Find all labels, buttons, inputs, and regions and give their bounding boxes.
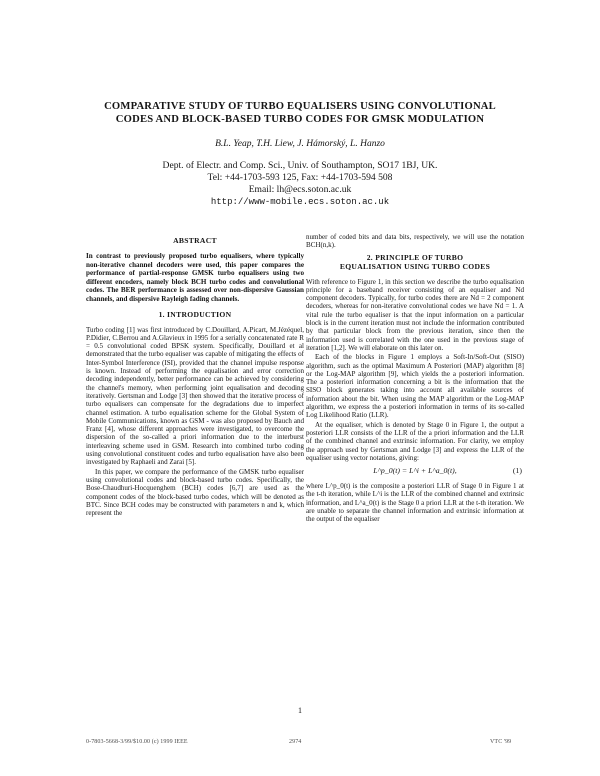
affiliation-block: [60, 160, 540, 208]
equation-1: [306, 465, 524, 479]
introduction-paragraph-2: In this paper, we compare the performance of the GMSK turbo equaliser using convolutional codes and block-based turbo codes. Specifically, the Bose-Chaudhuri-Hocquenghem (BCH) codes [6,7] are used as the component codes of the block-based turbo codes, which will be denoted as BTC. Since BCH codes may be constructed with parameters n and k, which represent the: [86, 467, 304, 518]
equation-1-number: (1): [512, 466, 522, 476]
section-2-paragraph-3: At the equaliser, which is denoted by Stage 0 in Figure 1, the output a posteriori LLR consists of the LLR of the a priori information and the LLR of the combined channel and extrinsic information. For clarity, we employ the approach used by Gertsman and Lodge [3] and express the LLR of the equaliser using vector notations, giving:: [306, 420, 524, 462]
website-url: http://www-mobile.ecs.soton.ac.uk: [210, 197, 390, 207]
section-2-paragraph-2: Each of the blocks in Figure 1 employs a Soft-In/Soft-Out (SISO) algorithm, such as the optimal Maximum A Posteriori (MAP) algorithm [8] or the Log-MAP algorithm [9], which yields the a posteriori information. The a posteriori information concerning a bit is the information that the SISO block generates taking into account all available sources of information about the bit. When using the MAP algorithm or the Log-MAP algorithm, we express the a posteriori information in terms of its so-called Log Likelihood Ratio (LLR).: [306, 353, 524, 420]
tel-fax: Tel: +44-1703-593 125, Fax: +44-1703-594 508: [207, 172, 393, 183]
abstract-heading: ABSTRACT: [173, 236, 217, 245]
paper-title: [60, 100, 540, 126]
affiliation: Dept. of Electr. and Comp. Sci., Univ. of Southampton, SO17 1BJ, UK.: [162, 160, 438, 171]
email-address: Email: lh@ecs.soton.ac.uk: [248, 184, 352, 195]
page-number: 1: [298, 706, 302, 715]
footer-copyright: 0-7803-5668-3/99/$10.00 (c) 1999 IEEE: [86, 739, 188, 745]
section-2-heading: [306, 253, 524, 271]
introduction-heading: 1. INTRODUCTION: [158, 309, 232, 319]
author-list: B.L. Yeap, T.H. Liew, J. Hámorský, L. Hanzo: [215, 139, 385, 149]
abstract-text: In contrast to previously proposed turbo equalisers, where typically non-iterative channel decoders were used, this paper compares the performance of partial-response GMSK turbo equalisers using two different encoders, namely block BCH turbo codes and convolutional codes. The BER performance is assessed over non-dispersive Gaussian channels, and dispersive Rayleigh fading channels.: [86, 252, 304, 303]
footer-page-code: 2974: [289, 739, 302, 745]
equation-1-body: L^p_0(t) = L^i + L^a_0(t),: [373, 466, 457, 476]
title-line-1: COMPARATIVE STUDY OF TURBO EQUALISERS USING CONVOLUTIONAL: [104, 101, 496, 112]
title-line-2: CODES AND BLOCK-BASED TURBO CODES FOR GMSK MODULATION: [115, 114, 485, 125]
continued-text: number of coded bits and data bits, respectively, we will use the notation BCH(n,k).: [306, 233, 524, 250]
section-2-heading-line-1: 2. PRINCIPLE OF TURBO: [366, 252, 464, 262]
section-2-paragraph-4: where L^p_0(t) is the composite a posteriori LLR of Stage 0 in Figure 1 at the t-th iteration, while L^i is the LLR of the combined channel and extrinsic information, and L^a_0(t) is the Stage 0 a priori LLR at the t-th iteration. We are unable to separate the channel information and extrinsic information at the output of the equaliser: [306, 482, 524, 524]
section-2-heading-line-2: EQUALISATION USING TURBO CODES: [339, 261, 491, 271]
section-2-paragraph-1: With reference to Figure 1, in this section we describe the turbo equalisation principle for a baseband receiver consisting of an equaliser and Nd component decoders. Typically, for turbo codes there are Nd = 2 component decoders, whereas for non-iterative convolutional codes we have Nd = 1. A vital rule the turbo equaliser is that the input information on a particular block is in the current iteration must not include the information contributed by that particular block from the previous iteration, since then the information used is correlated with the one used in the previous stage of iteration [1,2]. We will elaborate on this later on.: [306, 277, 524, 352]
introduction-paragraph-1: Turbo coding [1] was first introduced by C.Douillard, A.Picart, M.Jézéquel, P.Didier, C.Berrou and A.Glavieux in 1995 for a serially concatenated rate R = 0.5 convolutional coded BPSK system. Specifically, Douillard et al demonstrated that the turbo equaliser was capable of mitigating the effects of Inter-Symbol Interference (ISI), provided that the channel impulse response is known. Instead of performing the equalisation and error correction decoding independently, better performance can be achieved by considering the channel's memory, when performing joint equalisation and decoding iteratively. Gertsman and Lodge [3] then showed that the iterative process of turbo equalisers can compensate for the degradations due to imperfect channel estimation. A turbo equalisation scheme for the Global System of Mobile Communications, known as GSM - was also proposed by Bauch and Franz [4], whose different approaches were investigated, to overcome the dispersion of the so-called a priori information due to the interburst interleaving scheme used in GSM. Research into combined turbo coding using convolutional constituent codes and turbo equalisation have also been investigated by Raphaeli and Zarai [5].: [86, 325, 304, 467]
left-column: [86, 233, 304, 518]
footer-conference: VTC '99: [490, 739, 512, 745]
right-column: [306, 233, 524, 525]
